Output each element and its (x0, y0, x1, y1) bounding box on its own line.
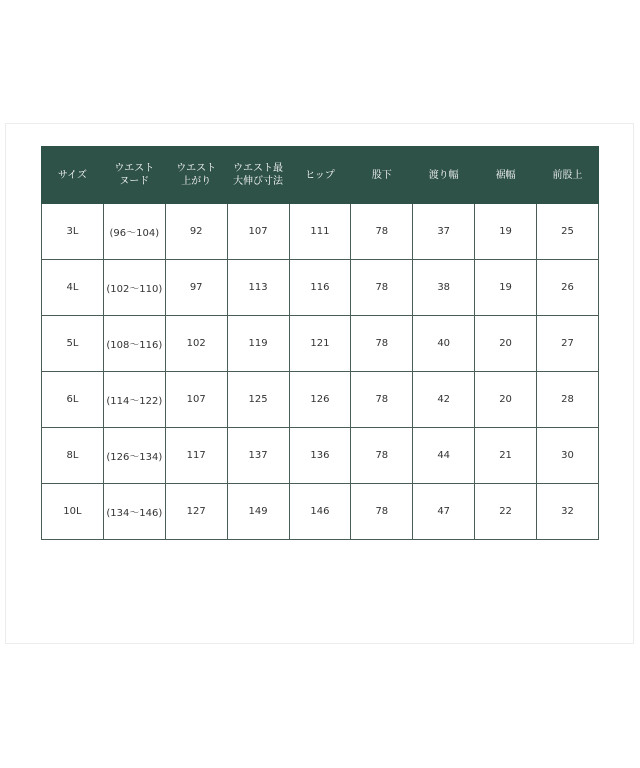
cell-thigh-width: 38 (413, 260, 475, 316)
cell-waist-finished: 97 (165, 260, 227, 316)
cell-waist-max-stretch: 113 (227, 260, 289, 316)
cell-waist-nude: (114〜122) (103, 372, 165, 428)
cell-hip: 116 (289, 260, 351, 316)
header-hip: ヒップ (289, 147, 351, 204)
cell-size: 3L (42, 204, 104, 260)
cell-front-rise: 32 (537, 484, 599, 540)
cell-thigh-width: 37 (413, 204, 475, 260)
cell-size: 6L (42, 372, 104, 428)
cell-waist-max-stretch: 107 (227, 204, 289, 260)
cell-inseam: 78 (351, 316, 413, 372)
cell-waist-max-stretch: 119 (227, 316, 289, 372)
header-row (42, 147, 599, 204)
cell-front-rise: 25 (537, 204, 599, 260)
cell-waist-finished: 127 (165, 484, 227, 540)
cell-hem-width: 19 (475, 260, 537, 316)
cell-thigh-width: 47 (413, 484, 475, 540)
cell-hip: 121 (289, 316, 351, 372)
cell-inseam: 78 (351, 372, 413, 428)
table-row (42, 428, 599, 484)
cell-size: 4L (42, 260, 104, 316)
cell-front-rise: 26 (537, 260, 599, 316)
cell-size: 5L (42, 316, 104, 372)
cell-waist-nude: (108〜116) (103, 316, 165, 372)
cell-size: 10L (42, 484, 104, 540)
header-front-rise: 前股上 (537, 147, 599, 204)
cell-hip: 146 (289, 484, 351, 540)
cell-hem-width: 19 (475, 204, 537, 260)
cell-hip: 111 (289, 204, 351, 260)
cell-waist-finished: 117 (165, 428, 227, 484)
header-inseam: 股下 (351, 147, 413, 204)
size-chart-table (41, 146, 599, 540)
cell-thigh-width: 44 (413, 428, 475, 484)
cell-waist-nude: (102〜110) (103, 260, 165, 316)
cell-waist-finished: 102 (165, 316, 227, 372)
cell-waist-nude: (96〜104) (103, 204, 165, 260)
table-row (42, 204, 599, 260)
cell-hem-width: 20 (475, 372, 537, 428)
cell-waist-nude: (126〜134) (103, 428, 165, 484)
table-row (42, 260, 599, 316)
header-waist-finished: ウエスト 上がり (165, 147, 227, 204)
cell-waist-max-stretch: 125 (227, 372, 289, 428)
cell-thigh-width: 40 (413, 316, 475, 372)
cell-thigh-width: 42 (413, 372, 475, 428)
cell-inseam: 78 (351, 260, 413, 316)
cell-front-rise: 28 (537, 372, 599, 428)
cell-waist-nude: (134〜146) (103, 484, 165, 540)
cell-waist-max-stretch: 137 (227, 428, 289, 484)
cell-waist-finished: 92 (165, 204, 227, 260)
header-size: サイズ (42, 147, 104, 204)
cell-front-rise: 27 (537, 316, 599, 372)
header-thigh-width: 渡り幅 (413, 147, 475, 204)
cell-inseam: 78 (351, 204, 413, 260)
table-row (42, 372, 599, 428)
header-hem-width: 裾幅 (475, 147, 537, 204)
cell-waist-max-stretch: 149 (227, 484, 289, 540)
cell-hip: 136 (289, 428, 351, 484)
header-waist-max-stretch: ウエスト最 大伸び寸法 (227, 147, 289, 204)
table-row (42, 316, 599, 372)
cell-hip: 126 (289, 372, 351, 428)
cell-front-rise: 30 (537, 428, 599, 484)
cell-hem-width: 20 (475, 316, 537, 372)
header-waist-nude: ウエスト ヌード (103, 147, 165, 204)
cell-hem-width: 22 (475, 484, 537, 540)
cell-inseam: 78 (351, 428, 413, 484)
table-row (42, 484, 599, 540)
cell-hem-width: 21 (475, 428, 537, 484)
cell-waist-finished: 107 (165, 372, 227, 428)
cell-inseam: 78 (351, 484, 413, 540)
cell-size: 8L (42, 428, 104, 484)
